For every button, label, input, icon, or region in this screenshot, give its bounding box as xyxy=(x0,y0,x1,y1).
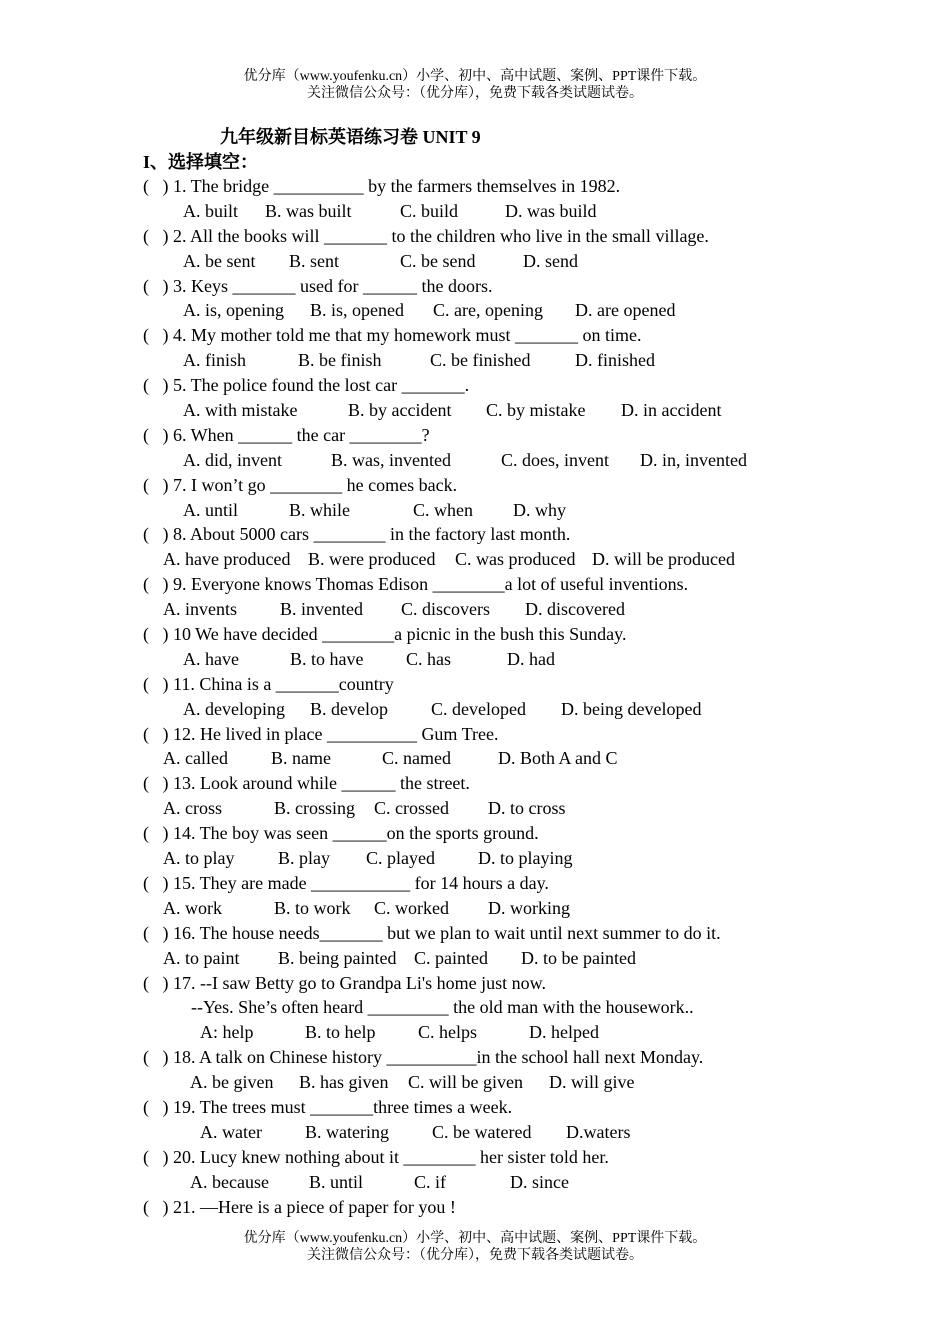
option-b: B. crossing xyxy=(274,798,355,819)
options-row xyxy=(143,249,923,274)
option-d: D. Both A and C xyxy=(498,748,618,769)
question-dialogue-line: --Yes. She’s often heard _________ the old man with the housework.. xyxy=(191,997,694,1018)
option-c: C. when xyxy=(413,499,473,520)
option-c: C. be send xyxy=(400,250,476,271)
option-d: D. finished xyxy=(575,350,655,371)
question-stem: ( ) 9. Everyone knows Thomas Edison ________a lot of useful inventions. xyxy=(143,574,689,595)
question-stem: ( ) 7. I won’t go ________ he comes back. xyxy=(143,474,458,495)
options-row xyxy=(143,1020,923,1045)
question-stem: ( ) 10 We have decided ________a picnic in the bush this Sunday. xyxy=(143,624,627,645)
option-d: D. since xyxy=(510,1171,569,1192)
option-b: B. is, opened xyxy=(310,300,404,321)
question-stem: ( ) 1. The bridge __________ by the farmers themselves in 1982. xyxy=(143,176,621,196)
question-stem: ( ) 5. The police found the lost car _______. xyxy=(143,375,470,396)
option-c: C. worked xyxy=(374,897,449,918)
option-a: A. to paint xyxy=(163,947,240,968)
options-row xyxy=(143,199,923,224)
option-d: D. had xyxy=(507,648,555,669)
option-a: A: help xyxy=(200,1022,254,1043)
option-d: D. working xyxy=(488,897,570,918)
option-c: C. painted xyxy=(414,947,488,968)
option-b: B. while xyxy=(289,499,350,520)
options-row xyxy=(143,597,923,622)
option-c: C. does, invent xyxy=(501,449,609,470)
option-b: B. be finish xyxy=(298,350,382,371)
option-b: B. was, invented xyxy=(331,449,451,470)
options-row xyxy=(143,1170,923,1195)
option-c: C. named xyxy=(382,748,451,769)
option-a: A. with mistake xyxy=(183,400,298,421)
option-c: C. played xyxy=(366,848,435,869)
option-b: B. play xyxy=(278,848,330,869)
option-b: B. was built xyxy=(265,200,352,221)
option-a: A. until xyxy=(183,499,239,520)
option-c: C. are, opening xyxy=(433,300,543,321)
options-row xyxy=(143,398,923,423)
question-stem: ( ) 19. The trees must _______three times a week. xyxy=(143,1096,513,1117)
section-title: I、选择填空： xyxy=(143,152,259,172)
question-stem: ( ) 2. All the books will _______ to the children who live in the small village. xyxy=(143,225,709,246)
option-b: B. watering xyxy=(305,1121,389,1142)
option-c: C. crossed xyxy=(374,798,449,819)
options-row xyxy=(143,946,923,971)
page-header xyxy=(0,68,950,102)
option-b: B. to help xyxy=(305,1022,376,1043)
option-a: A. is, opening xyxy=(183,300,284,321)
option-a: A. water xyxy=(200,1121,262,1142)
option-a: A. built xyxy=(183,200,239,221)
question-list xyxy=(143,174,923,1219)
page-footer xyxy=(0,1230,950,1264)
option-b: B. name xyxy=(271,748,331,769)
question-stem: ( ) 15. They are made ___________ for 14 hours a day. xyxy=(143,872,549,893)
option-a: A. have xyxy=(183,648,239,669)
option-d: D. why xyxy=(513,499,566,520)
option-a: A. called xyxy=(163,748,228,769)
question-stem: ( ) 16. The house needs_______ but we plan to wait until next summer to do it. xyxy=(143,922,721,943)
question-stem: ( ) 4. My mother told me that my homework must _______ on time. xyxy=(143,325,642,346)
option-c: C. be watered xyxy=(432,1121,532,1142)
option-c: C. build xyxy=(400,200,459,221)
option-a: A. work xyxy=(163,897,222,918)
question-stem: ( ) 13. Look around while ______ the street. xyxy=(143,773,470,794)
option-a: A. be given xyxy=(190,1072,274,1093)
options-row xyxy=(143,348,923,373)
option-b: B. to work xyxy=(274,897,351,918)
option-a: A. to play xyxy=(163,848,235,869)
footer-line-1: 优分库（www.youfenku.cn）小学、初中、高中试题、案例、PPT课件下载。 xyxy=(243,1231,707,1246)
option-d: D. to playing xyxy=(478,848,573,869)
option-c: C. helps xyxy=(418,1022,478,1043)
question-stem: ( ) 20. Lucy knew nothing about it ________ her sister told her. xyxy=(143,1146,609,1167)
option-d: D. was build xyxy=(505,200,597,221)
option-b: B. until xyxy=(309,1171,364,1192)
option-d: D. in, invented xyxy=(640,449,747,470)
option-a: A. finish xyxy=(183,350,246,371)
question-stem: ( ) 3. Keys _______ used for ______ the doors. xyxy=(143,275,493,296)
option-d: D. are opened xyxy=(575,300,676,321)
options-row xyxy=(143,498,923,523)
document-title: 九年级新目标英语练习卷 UNIT 9 xyxy=(220,127,481,147)
question-stem: ( ) 21. —Here is a piece of paper for you ! xyxy=(143,1196,456,1217)
option-a: A. invents xyxy=(163,599,237,620)
header-line-1: 优分库（www.youfenku.cn）小学、初中、高中试题、案例、PPT课件下载。 xyxy=(243,69,707,84)
option-c: C. be finished xyxy=(430,350,531,371)
options-row xyxy=(143,1120,923,1145)
option-c: C. was produced xyxy=(455,549,576,570)
question-stem: ( ) 14. The boy was seen ______on the sports ground. xyxy=(143,823,539,844)
option-c: C. has xyxy=(406,648,451,669)
option-d: D. send xyxy=(523,250,578,271)
question-stem: ( ) 18. A talk on Chinese history __________in the school hall next Monday. xyxy=(143,1047,704,1068)
option-a: A. because xyxy=(190,1171,269,1192)
question-stem: ( ) 12. He lived in place __________ Gum Tree. xyxy=(143,723,499,744)
option-d: D. to be painted xyxy=(521,947,636,968)
option-d: D.waters xyxy=(566,1121,631,1142)
option-c: C. discovers xyxy=(401,599,490,620)
option-b: B. develop xyxy=(310,698,388,719)
header-line-2: 关注微信公众号：（优分库），免费下载各类试题试卷。 xyxy=(307,86,643,101)
option-a: A. did, invent xyxy=(183,449,282,470)
question-stem: ( ) 17. --I saw Betty go to Grandpa Li's home just now. xyxy=(143,972,547,993)
option-c: C. developed xyxy=(431,698,526,719)
option-a: A. developing xyxy=(183,698,285,719)
options-row xyxy=(143,697,923,722)
option-c: C. by mistake xyxy=(486,400,586,421)
option-d: D. being developed xyxy=(561,698,702,719)
option-b: B. sent xyxy=(289,250,340,271)
option-a: A. be sent xyxy=(183,250,256,271)
option-b: B. being painted xyxy=(278,947,397,968)
option-d: D. will be produced xyxy=(592,549,735,570)
option-a: A. have produced xyxy=(163,549,291,570)
options-row xyxy=(143,896,923,921)
options-row xyxy=(143,746,923,771)
option-b: B. were produced xyxy=(308,549,436,570)
option-b: B. by accident xyxy=(348,400,452,421)
option-b: B. has given xyxy=(299,1072,389,1093)
question-stem: ( ) 6. When ______ the car ________? xyxy=(143,424,430,445)
options-row xyxy=(143,547,923,572)
footer-line-2: 关注微信公众号：（优分库），免费下载各类试题试卷。 xyxy=(307,1248,643,1263)
option-b: B. invented xyxy=(280,599,363,620)
option-d: D. discovered xyxy=(525,599,625,620)
question-stem: ( ) 8. About 5000 cars ________ in the factory last month. xyxy=(143,524,571,545)
options-row xyxy=(143,298,923,323)
option-d: D. in accident xyxy=(621,400,722,421)
option-c: C. if xyxy=(414,1171,447,1192)
options-row xyxy=(143,846,923,871)
option-d: D. will give xyxy=(549,1072,635,1093)
options-row xyxy=(143,647,923,672)
option-c: C. will be given xyxy=(408,1072,523,1093)
option-d: D. to cross xyxy=(488,798,566,819)
option-b: B. to have xyxy=(290,648,364,669)
question-stem: ( ) 11. China is a _______country xyxy=(143,673,394,694)
option-d: D. helped xyxy=(529,1022,599,1043)
options-row xyxy=(143,796,923,821)
options-row xyxy=(143,448,923,473)
options-row xyxy=(143,1070,923,1095)
option-a: A. cross xyxy=(163,798,222,819)
